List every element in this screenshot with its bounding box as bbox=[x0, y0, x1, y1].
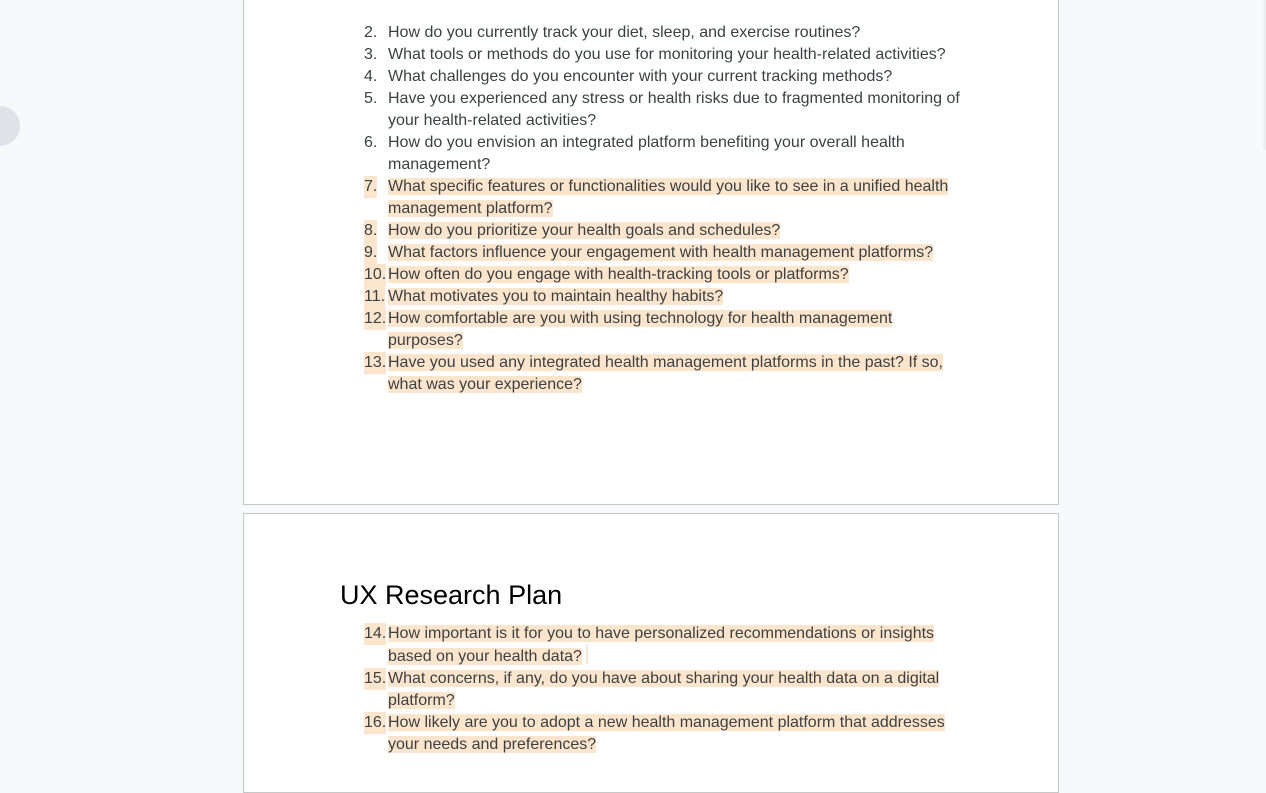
list-number: 16. bbox=[364, 712, 386, 734]
list-item-highlighted[interactable] bbox=[364, 286, 964, 308]
list-number: 11. bbox=[364, 286, 385, 308]
question-list bbox=[364, 623, 964, 756]
list-item-text: What challenges do you encounter with your current tracking methods? bbox=[388, 68, 893, 85]
list-number: 10. bbox=[364, 264, 386, 286]
list-number: 3. bbox=[364, 46, 378, 63]
list-item[interactable] bbox=[364, 88, 964, 132]
list-item-highlighted[interactable] bbox=[364, 668, 964, 712]
list-number: 14. bbox=[364, 623, 386, 645]
list-item-text: How do you currently track your diet, sleep, and exercise routines? bbox=[388, 24, 861, 41]
list-item-text: How do you prioritize your health goals and schedules? bbox=[388, 222, 781, 239]
list-item-text: How likely are you to adopt a new health management platform that addresses your needs and preferences? bbox=[388, 714, 945, 753]
side-panel-edge bbox=[1262, 0, 1266, 150]
list-item-text: How do you envision an integrated platform benefiting your overall health management? bbox=[388, 134, 905, 173]
list-item-highlighted[interactable] bbox=[364, 352, 964, 396]
list-number: 4. bbox=[364, 68, 378, 85]
list-item-highlighted[interactable] bbox=[364, 220, 964, 242]
list-item-highlighted[interactable] bbox=[364, 712, 964, 756]
list-item-text: Have you experienced any stress or health risks due to fragmented monitoring of your health-related activities? bbox=[388, 90, 960, 129]
list-item-text: How important is it for you to have personalized recommendations or insights based on your health data? bbox=[388, 625, 935, 665]
list-number: 9. bbox=[364, 242, 377, 264]
outline-toggle-button[interactable] bbox=[0, 106, 20, 146]
list-item-highlighted[interactable] bbox=[364, 264, 964, 286]
list-item-text: How comfortable are you with using technology for health management purposes? bbox=[388, 310, 893, 349]
list-number: 7. bbox=[364, 176, 377, 198]
list-number: 6. bbox=[364, 134, 378, 151]
list-item-highlighted[interactable] bbox=[364, 623, 964, 668]
list-item[interactable] bbox=[364, 22, 964, 44]
list-number: 13. bbox=[364, 352, 386, 374]
question-list bbox=[364, 22, 964, 396]
list-number: 5. bbox=[364, 90, 378, 107]
list-number: 12. bbox=[364, 308, 386, 330]
list-item-text: How often do you engage with health-tracking tools or platforms? bbox=[388, 266, 849, 283]
list-item[interactable] bbox=[364, 132, 964, 176]
list-item-highlighted[interactable] bbox=[364, 176, 964, 220]
list-item-highlighted[interactable] bbox=[364, 242, 964, 264]
list-item-text: What tools or methods do you use for monitoring your health-related activities? bbox=[388, 46, 946, 63]
page-title: UX Research Plan bbox=[340, 580, 563, 610]
document-page-1[interactable] bbox=[243, 0, 1059, 505]
list-item[interactable] bbox=[364, 66, 964, 88]
list-item[interactable] bbox=[364, 44, 964, 66]
text-cursor bbox=[586, 645, 588, 664]
list-item-text: What motivates you to maintain healthy habits? bbox=[388, 288, 724, 305]
list-number: 8. bbox=[364, 220, 377, 242]
list-item-text: Have you used any integrated health management platforms in the past? If so, what was your experience? bbox=[388, 354, 943, 393]
list-item-text: What factors influence your engagement with health management platforms? bbox=[388, 244, 934, 261]
list-item-text: What concerns, if any, do you have about sharing your health data on a digital platform? bbox=[388, 670, 940, 709]
list-item-text: What specific features or functionalities would you like to see in a unified health management platform? bbox=[388, 178, 949, 217]
list-number: 2. bbox=[364, 24, 378, 41]
list-number: 15. bbox=[364, 668, 386, 690]
list-item-highlighted[interactable] bbox=[364, 308, 964, 352]
document-page-2[interactable] bbox=[243, 513, 1059, 793]
